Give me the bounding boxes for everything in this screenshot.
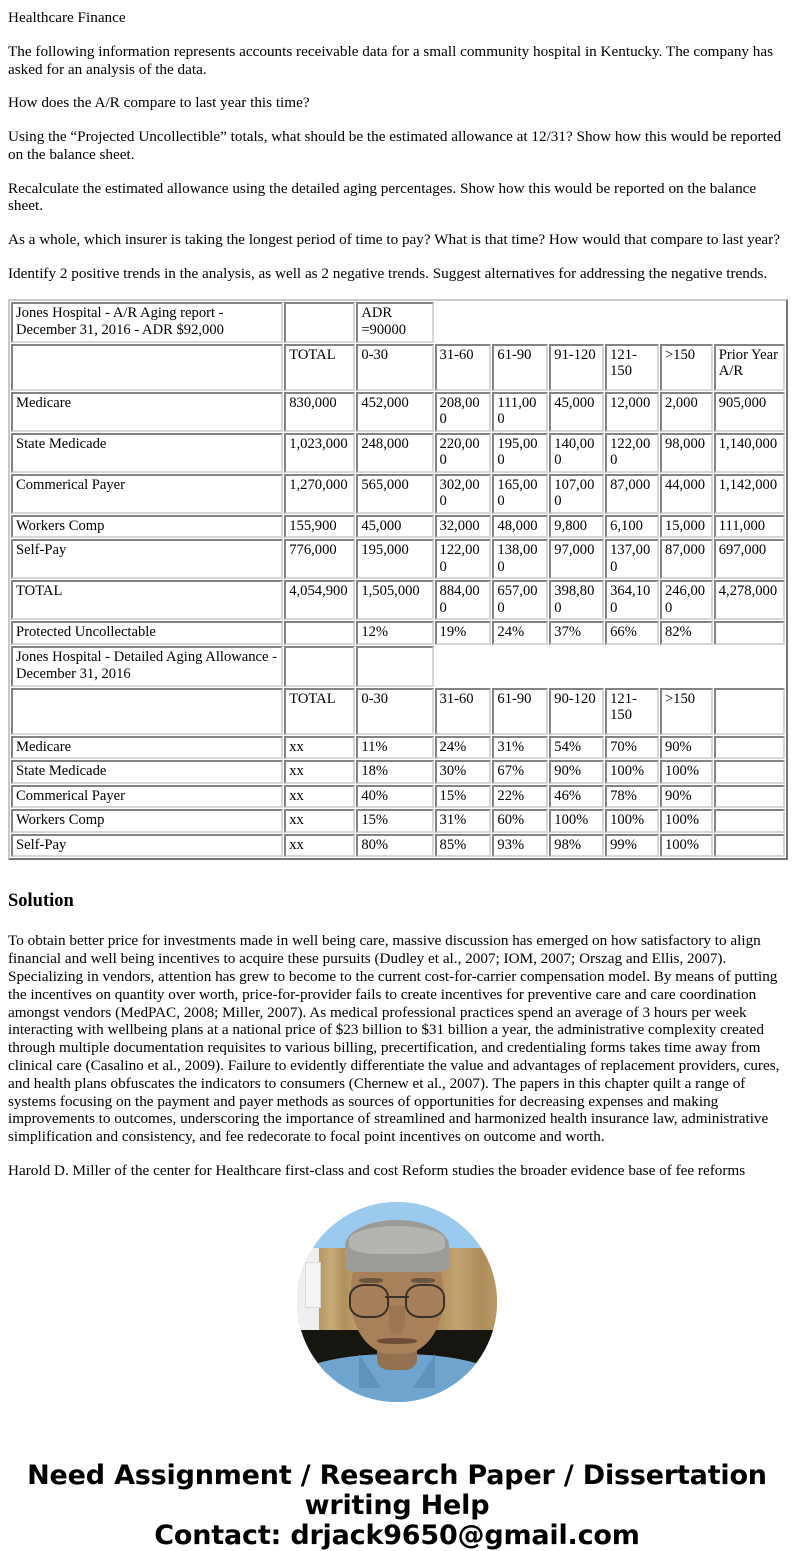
cell-61-90: 165,000 [492,474,548,514]
intro-paragraph-5: As a whole, which insurer is taking the longest period of time to pay? What is that time? How would that compare to last year? [8,231,780,249]
cell-over-150: 246,000 [660,580,713,620]
document-body [0,9,794,1180]
cell-91-120: 9,800 [549,515,604,538]
cell-over-150: 100% [660,809,713,832]
cell-91-120: 107,000 [549,474,604,514]
cell-121-150: 137,000 [605,539,659,579]
avatar-collar-right [413,1354,435,1388]
cell-0-30: 40% [356,785,433,808]
table-row [11,392,785,432]
cell-90-120: 46% [549,785,604,808]
table-one-total-row [11,580,785,620]
cell-31-60: 19% [435,621,492,644]
table-two-title-spacer-a [284,646,355,687]
row-label: Self-Pay [11,834,283,857]
cell-over-150: 90% [660,736,713,759]
table-one-title-row [11,302,785,343]
avatar-eyebrow-right [411,1278,435,1283]
cell-over-150: 44,000 [660,474,713,514]
cell-0-30: 18% [356,760,433,783]
solution-paragraph-1: To obtain better price for investments made in well being care, massive discussion has emerged on how satisfactory to align financial and well being incentives to acquire these pursuits (Dudley et al., 2007; IOM, 2007; Orszag and Ellis, 2007). Specializing in vendors, attention has grew to become to the current cost-for-carrier compensation model. By means of putting the incentives on quantity over worth, price-for-provider fails to create incentives for preventive care and care coordination amongst vendors (MedPAC, 2008; Miller, 2007). As medical professional practices spend an average of 3 hours per week interacting with wellbeing plans at a national price of $23 billion to $31 billion a year, the administrative complexity created through multiple documentation requisites to various billing, precertification, and credentialing forms takes time away from clinical care (Casalino et al., 2009). Failure to evidently differentiate the value and advantages of replacement providers, cures, and health plans obfuscates the indicators to consumers (Chernew et al., 2007). The papers in this chapter quilt a range of systems focusing on the payment and payer methods as sources of opportunities for decreasing expenses and making improvements to outcomes, underscoring the importance of streamlined and harmonized health insurance law, administrative simplification and consistency, and fee redecorate to focal point incentives on outcome and worth. [8,932,780,1146]
header-total: TOTAL [284,688,355,735]
row-label: Workers Comp [11,809,283,832]
cell-90-120: 90% [549,760,604,783]
cell-prior: 905,000 [714,392,785,432]
cell-0-30: 45,000 [356,515,433,538]
header-31-60: 31-60 [435,344,492,391]
cell-0-30: 12% [356,621,433,644]
table-one-adr-value: ADR =90000 [356,302,433,343]
cell-61-90: 93% [492,834,548,857]
cell-total: xx [284,809,355,832]
header-61-90: 61-90 [492,688,548,735]
table-row [11,785,785,808]
footer-line-1: Need Assignment / Research Paper / Dissertation [27,1459,767,1491]
header-121-150: 121-150 [605,688,659,735]
cell-91-120: 97,000 [549,539,604,579]
cell-total: 155,900 [284,515,355,538]
cell-last-blank [714,760,785,783]
header-last-blank [714,688,785,735]
header-121-150: 121-150 [605,344,659,391]
cell-61-90: 48,000 [492,515,548,538]
cell-61-90: 195,000 [492,433,548,473]
table-one-header-row [11,344,785,391]
cell-0-30: 565,000 [356,474,433,514]
intro-paragraph-1: The following information represents accounts receivable data for a small community hospital in Kentucky. The company has asked for an analysis of the data. [8,42,774,78]
cell-91-120: 140,000 [549,433,604,473]
table-two-header-row [11,688,785,735]
avatar-eyebrow-left [359,1278,383,1283]
table-two-title-row [11,646,785,687]
cell-last-blank [714,785,785,808]
cell-total: xx [284,736,355,759]
table-two-title-spacer-b [356,646,433,687]
footer-contact-block [0,1461,794,1551]
avatar [297,1202,497,1402]
cell-121-150: 99% [605,834,659,857]
footer-line-2: writing Help [304,1489,490,1521]
row-label-total: TOTAL [11,580,283,620]
table-row [11,515,785,538]
cell-prior: 111,000 [714,515,785,538]
protected-uncollectable-row [11,621,785,644]
solution-heading: Solution [8,891,74,912]
cell-121-150: 100% [605,809,659,832]
intro-paragraph-2: How does the A/R compare to last year this time? [8,94,310,112]
cell-0-30: 1,505,000 [356,580,433,620]
row-label: State Medicade [11,433,283,473]
row-label: State Medicade [11,760,283,783]
cell-91-120: 398,800 [549,580,604,620]
cell-over-150: 100% [660,834,713,857]
cell-over-150: 100% [660,760,713,783]
cell-121-150: 70% [605,736,659,759]
cell-total: 1,270,000 [284,474,355,514]
ar-aging-tables [8,299,788,860]
table-row [11,539,785,579]
row-label: Workers Comp [11,515,283,538]
header-prior-year-ar: Prior Year A/R [714,344,785,391]
table-one-title: Jones Hospital - A/R Aging report - December 31, 2016 - ADR $92,000 [11,302,283,343]
cell-over-150: 87,000 [660,539,713,579]
table-two-title-blank [435,646,785,687]
cell-over-150: 2,000 [660,392,713,432]
avatar-hair-highlight [349,1226,445,1254]
header-label [11,688,283,735]
cell-total: xx [284,834,355,857]
avatar-glasses-left-lens [349,1284,389,1318]
cell-61-90: 60% [492,809,548,832]
cell-0-30: 15% [356,809,433,832]
cell-over-150: 82% [660,621,713,644]
header-total: TOTAL [284,344,355,391]
header-over-150: >150 [660,344,713,391]
cell-prior: 1,140,000 [714,433,785,473]
cell-prior: 4,278,000 [714,580,785,620]
cell-31-60: 30% [435,760,492,783]
intro-paragraph-3: Using the “Projected Uncollectible” totals, what should be the estimated allowance at 12/31? Show how this would be reported on the balance sheet. [8,128,782,163]
cell-31-60: 24% [435,736,492,759]
cell-90-120: 54% [549,736,604,759]
cell-total: 1,023,000 [284,433,355,473]
cell-121-150: 66% [605,621,659,644]
cell-31-60: 32,000 [435,515,492,538]
cell-121-150: 122,000 [605,433,659,473]
avatar-glasses-right-lens [405,1284,445,1318]
solution-paragraph-2: Harold D. Miller of the center for Healthcare first-class and cost Reform studies the broader evidence base of fee reforms [8,1161,746,1179]
cell-91-120: 45,000 [549,392,604,432]
cell-61-90: 657,000 [492,580,548,620]
cell-121-150: 12,000 [605,392,659,432]
cell-121-150: 78% [605,785,659,808]
page-title: Healthcare Finance [8,9,126,26]
header-0-30: 0-30 [356,344,433,391]
cell-total: xx [284,760,355,783]
table-row [11,809,785,832]
cell-total [284,621,355,644]
cell-31-60: 220,000 [435,433,492,473]
footer-line-3: Contact: drjack9650@gmail.com [154,1520,640,1551]
row-label: Commerical Payer [11,474,283,514]
table-row [11,834,785,857]
cell-last-blank [714,736,785,759]
cell-61-90: 67% [492,760,548,783]
cell-31-60: 31% [435,809,492,832]
cell-last-blank [714,809,785,832]
cell-121-150: 100% [605,760,659,783]
cell-90-120: 98% [549,834,604,857]
cell-31-60: 122,000 [435,539,492,579]
table-row [11,736,785,759]
avatar-mouth [377,1338,417,1344]
avatar-wall-switch [305,1262,321,1308]
cell-31-60: 884,000 [435,580,492,620]
cell-91-120: 37% [549,621,604,644]
cell-121-150: 6,100 [605,515,659,538]
cell-61-90: 31% [492,736,548,759]
row-label: Self-Pay [11,539,283,579]
cell-90-120: 100% [549,809,604,832]
header-61-90: 61-90 [492,344,548,391]
cell-over-150: 90% [660,785,713,808]
row-label: Medicare [11,392,283,432]
table-row [11,474,785,514]
cell-31-60: 208,000 [435,392,492,432]
cell-0-30: 195,000 [356,539,433,579]
cell-31-60: 302,000 [435,474,492,514]
cell-31-60: 15% [435,785,492,808]
header-90-120: 90-120 [549,688,604,735]
avatar-nose [389,1306,405,1334]
cell-prior: 1,142,000 [714,474,785,514]
intro-paragraph-6: Identify 2 positive trends in the analysis, as well as 2 negative trends. Suggest alternatives for addressing the negative trends. [8,265,768,283]
cell-0-30: 11% [356,736,433,759]
header-label [11,344,283,391]
cell-0-30: 248,000 [356,433,433,473]
cell-total: 776,000 [284,539,355,579]
row-label: Commerical Payer [11,785,283,808]
cell-61-90: 24% [492,621,548,644]
cell-121-150: 364,100 [605,580,659,620]
cell-0-30: 452,000 [356,392,433,432]
header-31-60: 31-60 [435,688,492,735]
cell-0-30: 80% [356,834,433,857]
cell-total: 830,000 [284,392,355,432]
header-over-150: >150 [660,688,713,735]
avatar-container [0,1202,794,1407]
row-label: Medicare [11,736,283,759]
cell-61-90: 111,000 [492,392,548,432]
cell-over-150: 15,000 [660,515,713,538]
cell-61-90: 22% [492,785,548,808]
cell-prior: 697,000 [714,539,785,579]
cell-31-60: 85% [435,834,492,857]
row-label-uncollectable: Protected Uncollectable [11,621,283,644]
header-91-120: 91-120 [549,344,604,391]
intro-paragraph-4: Recalculate the estimated allowance using the detailed aging percentages. Show how this would be reported on the balance sheet. [8,179,757,215]
header-0-30: 0-30 [356,688,433,735]
avatar-glasses-bridge [385,1296,409,1299]
cell-last-blank [714,834,785,857]
cell-total: 4,054,900 [284,580,355,620]
cell-121-150: 87,000 [605,474,659,514]
cell-total: xx [284,785,355,808]
avatar-collar-left [359,1354,381,1388]
table-row [11,760,785,783]
table-one-title-spacer [284,302,355,343]
cell-61-90: 138,000 [492,539,548,579]
table-one-title-blank [435,302,785,343]
table-two-title: Jones Hospital - Detailed Aging Allowance - December 31, 2016 [11,646,283,687]
cell-prior [714,621,785,644]
table-row [11,433,785,473]
cell-over-150: 98,000 [660,433,713,473]
